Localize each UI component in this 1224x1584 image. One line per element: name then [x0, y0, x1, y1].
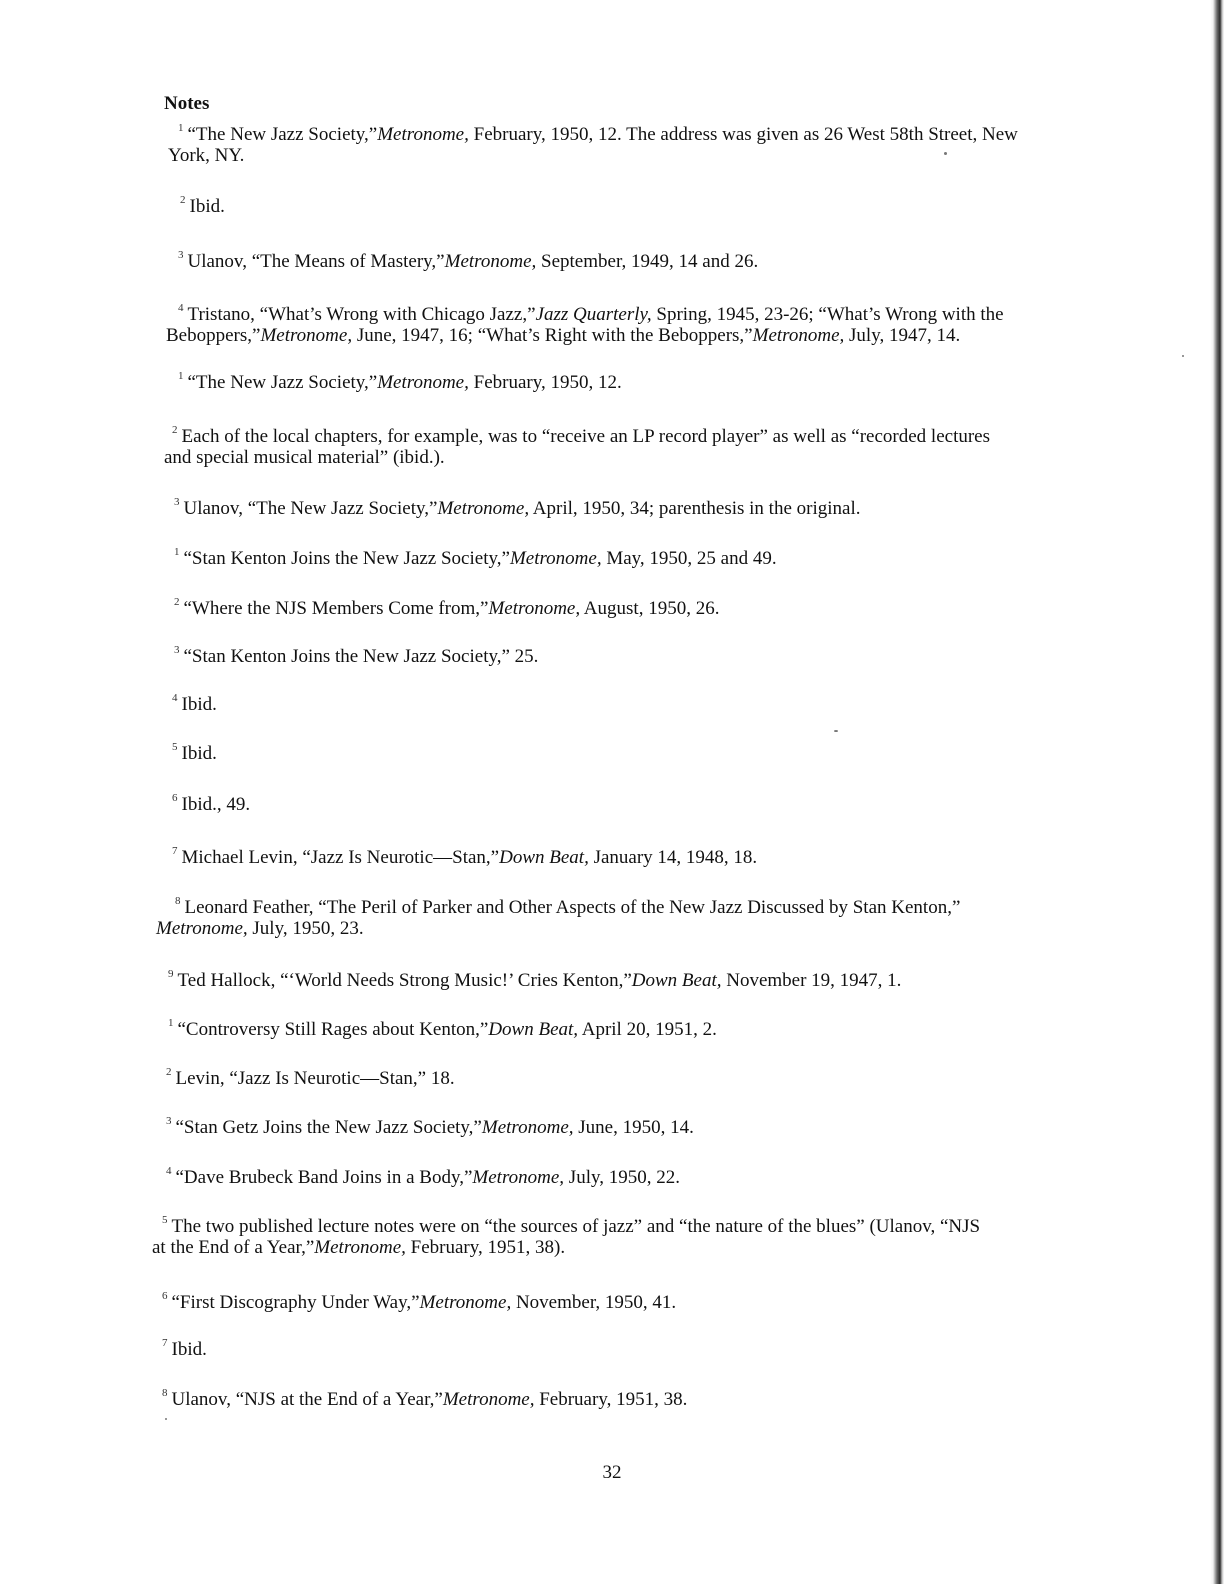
- endnote: $^1$ “Controversy Still Rages about Kenton,”Down Beat, April 20, 1951, 2.: [168, 1017, 717, 1040]
- endnote: $^6$ “First Discography Under Way,”Metronome, November, 1950, 41.: [162, 1290, 677, 1313]
- endnote: $^2$ Each of the local chapters, for example, was to “receive an LP record player” as well as “recorded lectures and special musical material” (ibid.).: [164, 424, 991, 468]
- scan-speck: [944, 152, 947, 155]
- endnote: $^8$ Leonard Feather, “The Peril of Parker and Other Aspects of the New Jazz Discussed by Stan Kenton,” Metronome, July, 1950, 23.: [156, 895, 961, 939]
- scan-speck: [834, 730, 838, 732]
- endnote: $^2$ Levin, “Jazz Is Neurotic—Stan,” 18.: [166, 1066, 455, 1089]
- endnote: $^8$ Ulanov, “NJS at the End of a Year,”Metronome, February, 1951, 38.: [162, 1387, 688, 1410]
- endnote: $^3$ Ulanov, “The New Jazz Society,”Metronome, April, 1950, 34; parenthesis in the original.: [174, 496, 861, 519]
- endnote: $^7$ Ibid.: [162, 1337, 207, 1360]
- endnote: $^1$ “The New Jazz Society,”Metronome, February, 1950, 12. The address was given as 26 West 58th Street, New York, NY.: [168, 122, 1018, 166]
- endnote: $^4$ Tristano, “What’s Wrong with Chicago Jazz,”Jazz Quarterly, Spring, 1945, 23-26; “What’s Wrong with the Beboppers,”Metronome, June, 1947, 16; “What’s Right with the Beboppers,”Metronome, July, 1947, 14.: [166, 302, 1004, 346]
- endnote: $^3$ Ulanov, “The Means of Mastery,”Metronome, September, 1949, 14 and 26.: [178, 249, 759, 272]
- endnote: $^1$ “Stan Kenton Joins the New Jazz Society,”Metronome, May, 1950, 25 and 49.: [174, 546, 777, 569]
- endnote: $^1$ “The New Jazz Society,”Metronome, February, 1950, 12.: [178, 370, 622, 393]
- scan-speck: [165, 1418, 167, 1420]
- scan-speck: [1182, 355, 1184, 357]
- endnote: $^6$ Ibid., 49.: [172, 792, 251, 815]
- endnote: $^3$ “Stan Kenton Joins the New Jazz Society,” 25.: [174, 644, 539, 667]
- endnote: $^2$ Ibid.: [180, 194, 225, 217]
- endnote: $^5$ Ibid.: [172, 741, 217, 764]
- endnote: $^4$ “Dave Brubeck Band Joins in a Body,”Metronome, July, 1950, 22.: [166, 1165, 680, 1188]
- endnote: $^4$ Ibid.: [172, 692, 217, 715]
- endnote: $^3$ “Stan Getz Joins the New Jazz Society,”Metronome, June, 1950, 14.: [166, 1115, 694, 1138]
- endnote: $^2$ “Where the NJS Members Come from,”Metronome, August, 1950, 26.: [174, 596, 720, 619]
- page-number: 32: [602, 1462, 622, 1483]
- notes-heading: Notes: [164, 93, 210, 114]
- scan-border: [1210, 0, 1224, 1584]
- endnote: $^7$ Michael Levin, “Jazz Is Neurotic—Stan,”Down Beat, January 14, 1948, 18.: [172, 845, 758, 868]
- endnote: $^5$ The two published lecture notes were on “the sources of jazz” and “the nature of the blues” (Ulanov, “NJS at the End of a Year,”Metronome, February, 1951, 38).: [152, 1214, 981, 1258]
- endnote: $^9$ Ted Hallock, “‘World Needs Strong Music!’ Cries Kenton,”Down Beat, November 19, 1947, 1.: [168, 968, 902, 991]
